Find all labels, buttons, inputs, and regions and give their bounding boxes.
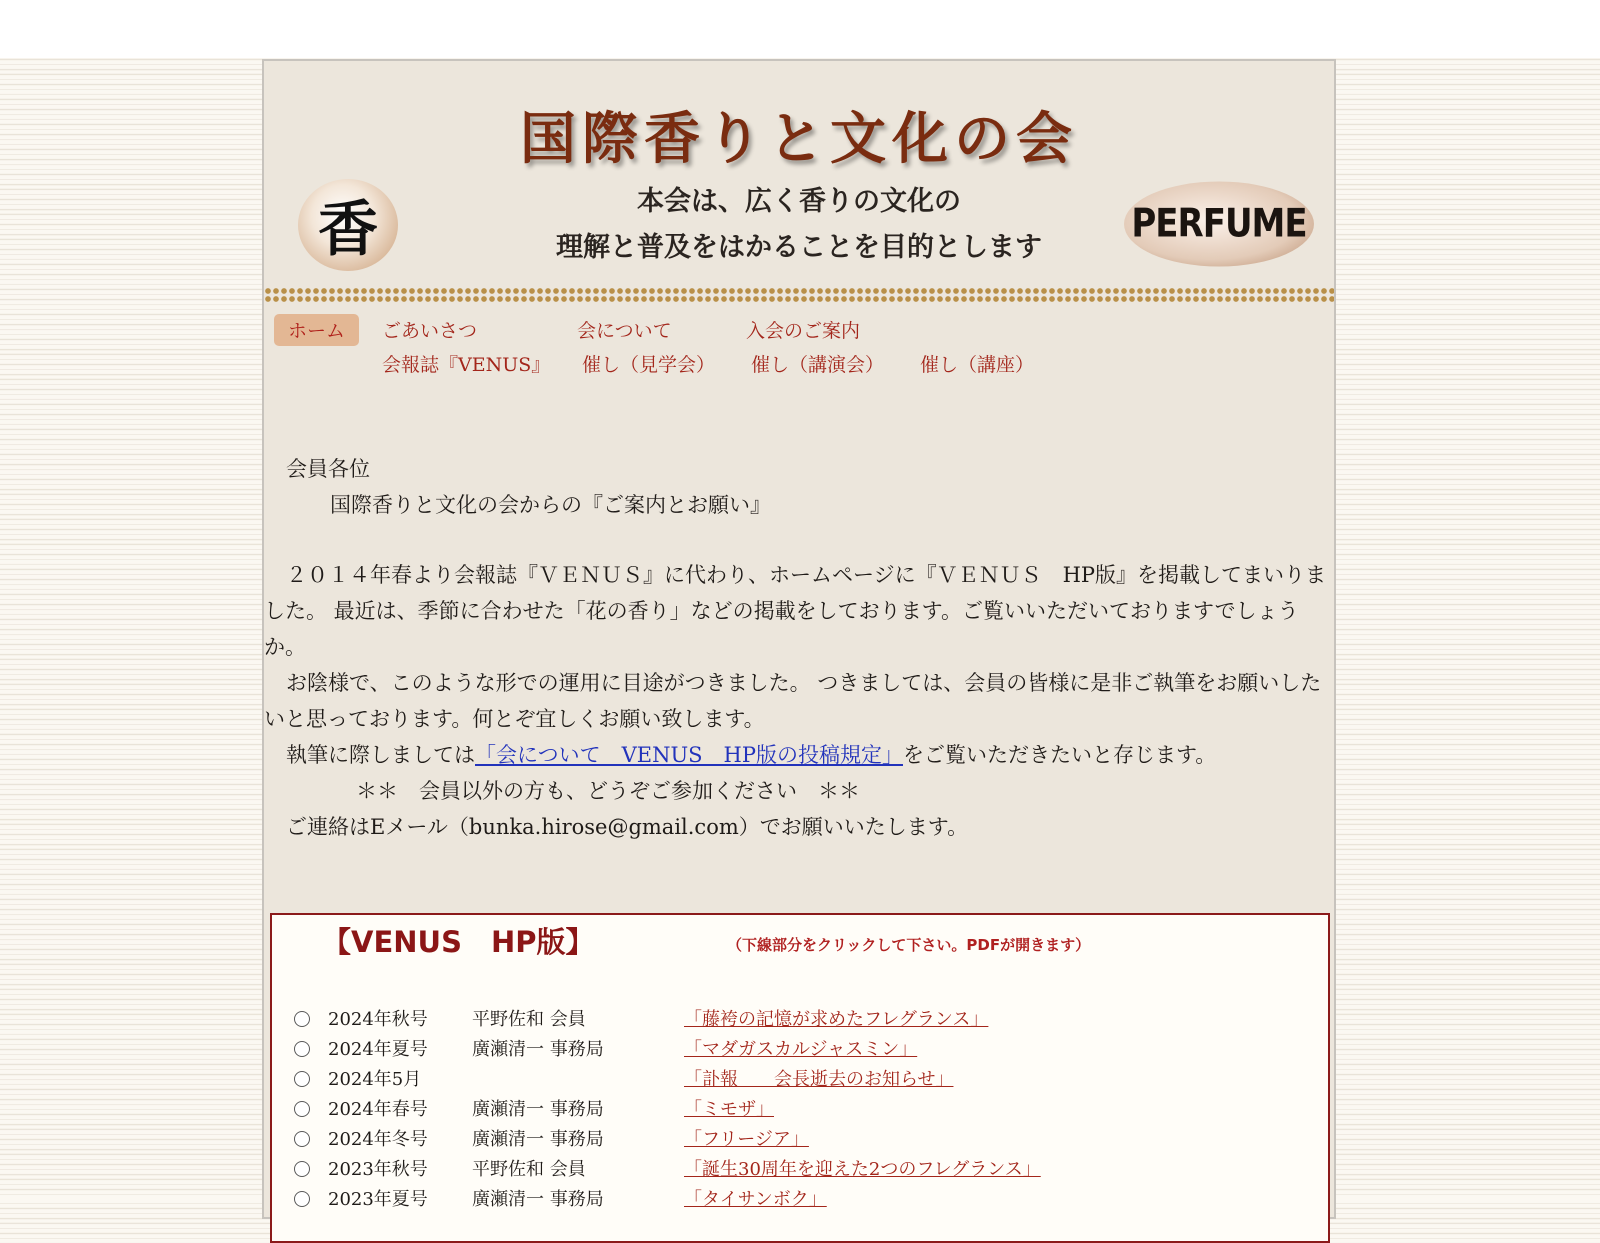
venus-section-note: （下線部分をクリックして下さい。PDFが開きます） bbox=[727, 936, 1091, 954]
issue-author: 廣瀬清一 事務局 bbox=[472, 1189, 604, 1210]
issue-article-link[interactable]: 「タイサンボク」 bbox=[684, 1189, 827, 1210]
nav-greeting[interactable]: ごあいさつ bbox=[382, 320, 478, 342]
paragraph-guidelines bbox=[264, 737, 1334, 773]
perfume-badge bbox=[1124, 181, 1314, 266]
tagline-line-1: 本会は、広く香りの文化の bbox=[637, 186, 961, 217]
issue-label: 2024年冬号 bbox=[328, 1129, 428, 1150]
radio-circle-icon[interactable] bbox=[294, 1101, 310, 1117]
page-container bbox=[262, 59, 1336, 1219]
venus-section-title: 【VENUS HP版】 bbox=[322, 925, 595, 959]
nav-event-course[interactable]: 催し（講座） bbox=[920, 354, 1035, 376]
venus-hp-section bbox=[270, 913, 1330, 1243]
issue-row bbox=[292, 1095, 1312, 1125]
radio-circle-icon[interactable] bbox=[294, 1041, 310, 1057]
paragraph-venus-history: ２０１４年春より会報誌『ＶＥＮＵＳ』に代わり、ホームページに『ＶＥＮＵＳ HP版』を掲載してまいりました。 最近は、季節に合わせた「花の香り」などの掲載をしております。ご覧いいただいておりますでしょうか。 bbox=[264, 563, 1327, 659]
issue-row bbox=[292, 1125, 1312, 1155]
contact-line: ご連絡はEメール（bunka.hirose@gmail.com）でお願いいたします。 bbox=[286, 815, 969, 839]
issue-label: 2024年夏号 bbox=[328, 1039, 428, 1060]
issue-article-link[interactable]: 「訃報 会長逝去のお知らせ」 bbox=[684, 1069, 954, 1090]
top-band bbox=[0, 0, 1600, 58]
issue-label: 2023年夏号 bbox=[328, 1189, 428, 1210]
issue-label: 2024年5月 bbox=[328, 1069, 422, 1090]
issue-row bbox=[292, 1005, 1312, 1035]
invite-line: ＊＊ 会員以外の方も、どうぞご参加ください ＊＊ bbox=[356, 779, 860, 803]
venus-issue-list bbox=[292, 1005, 1312, 1215]
nav-event-lecture[interactable]: 催し（講演会） bbox=[751, 354, 885, 376]
paragraph-request: お陰様で、このような形での運用に目途がつきました。 つきましては、会員の皆様に是非ご執筆をお願いしたいと思っております。何とぞ宜しくお願い致します。 bbox=[264, 671, 1322, 731]
issue-row bbox=[292, 1065, 1312, 1095]
nav-home[interactable]: ホーム bbox=[274, 314, 359, 346]
issue-author: 平野佐和 会員 bbox=[472, 1159, 586, 1180]
site-title: 国際香りと文化の会 bbox=[520, 106, 1078, 172]
main-nav bbox=[264, 314, 1334, 384]
issue-row bbox=[292, 1185, 1312, 1215]
issue-article-link[interactable]: 「ミモザ」 bbox=[684, 1099, 774, 1120]
spacer bbox=[264, 523, 1334, 557]
nav-event-tour[interactable]: 催し（見学会） bbox=[582, 354, 716, 376]
nav-venus[interactable]: 会報誌『VENUS』 bbox=[382, 354, 551, 376]
radio-circle-icon[interactable] bbox=[294, 1161, 310, 1177]
radio-circle-icon[interactable] bbox=[294, 1011, 310, 1027]
issue-author: 廣瀬清一 事務局 bbox=[472, 1099, 604, 1120]
radio-circle-icon[interactable] bbox=[294, 1191, 310, 1207]
guidelines-text-before: 執筆に際しましては bbox=[286, 743, 475, 767]
issue-row bbox=[292, 1035, 1312, 1065]
issue-article-link[interactable]: 「藤袴の記憶が求めたフレグランス」 bbox=[684, 1009, 989, 1030]
issue-article-link[interactable]: 「誕生30周年を迎えた2つのフレグランス」 bbox=[684, 1159, 1041, 1180]
main-content bbox=[264, 451, 1334, 845]
issue-row bbox=[292, 1155, 1312, 1185]
nav-join[interactable]: 入会のご案内 bbox=[746, 320, 861, 342]
issue-article-link[interactable]: 「フリージア」 bbox=[684, 1129, 809, 1150]
issue-author: 平野佐和 会員 bbox=[472, 1009, 586, 1030]
emblem-char: 香 bbox=[318, 195, 378, 265]
radio-circle-icon[interactable] bbox=[294, 1131, 310, 1147]
dotted-divider bbox=[264, 287, 1334, 303]
issue-label: 2023年秋号 bbox=[328, 1159, 428, 1180]
tagline-line-2: 理解と普及をはかることを目的とします bbox=[556, 232, 1042, 263]
issue-label: 2024年秋号 bbox=[328, 1009, 428, 1030]
issue-author: 廣瀬清一 事務局 bbox=[472, 1039, 604, 1060]
perfume-badge-text: PERFUME bbox=[1131, 201, 1307, 247]
issue-author: 廣瀬清一 事務局 bbox=[472, 1129, 604, 1150]
issue-label: 2024年春号 bbox=[328, 1099, 428, 1120]
salutation: 会員各位 bbox=[286, 457, 370, 481]
notice-subtitle: 国際香りと文化の会からの『ご案内とお願い』 bbox=[330, 493, 771, 517]
guidelines-text-after: をご覧いただきたいと存じます。 bbox=[902, 743, 1217, 767]
posting-guidelines-link[interactable]: 「会について VENUS HP版の投稿規定」 bbox=[475, 743, 903, 767]
radio-circle-icon[interactable] bbox=[294, 1071, 310, 1087]
issue-article-link[interactable]: 「マダガスカルジャスミン」 bbox=[684, 1039, 918, 1060]
nav-about[interactable]: 会について bbox=[577, 320, 672, 342]
